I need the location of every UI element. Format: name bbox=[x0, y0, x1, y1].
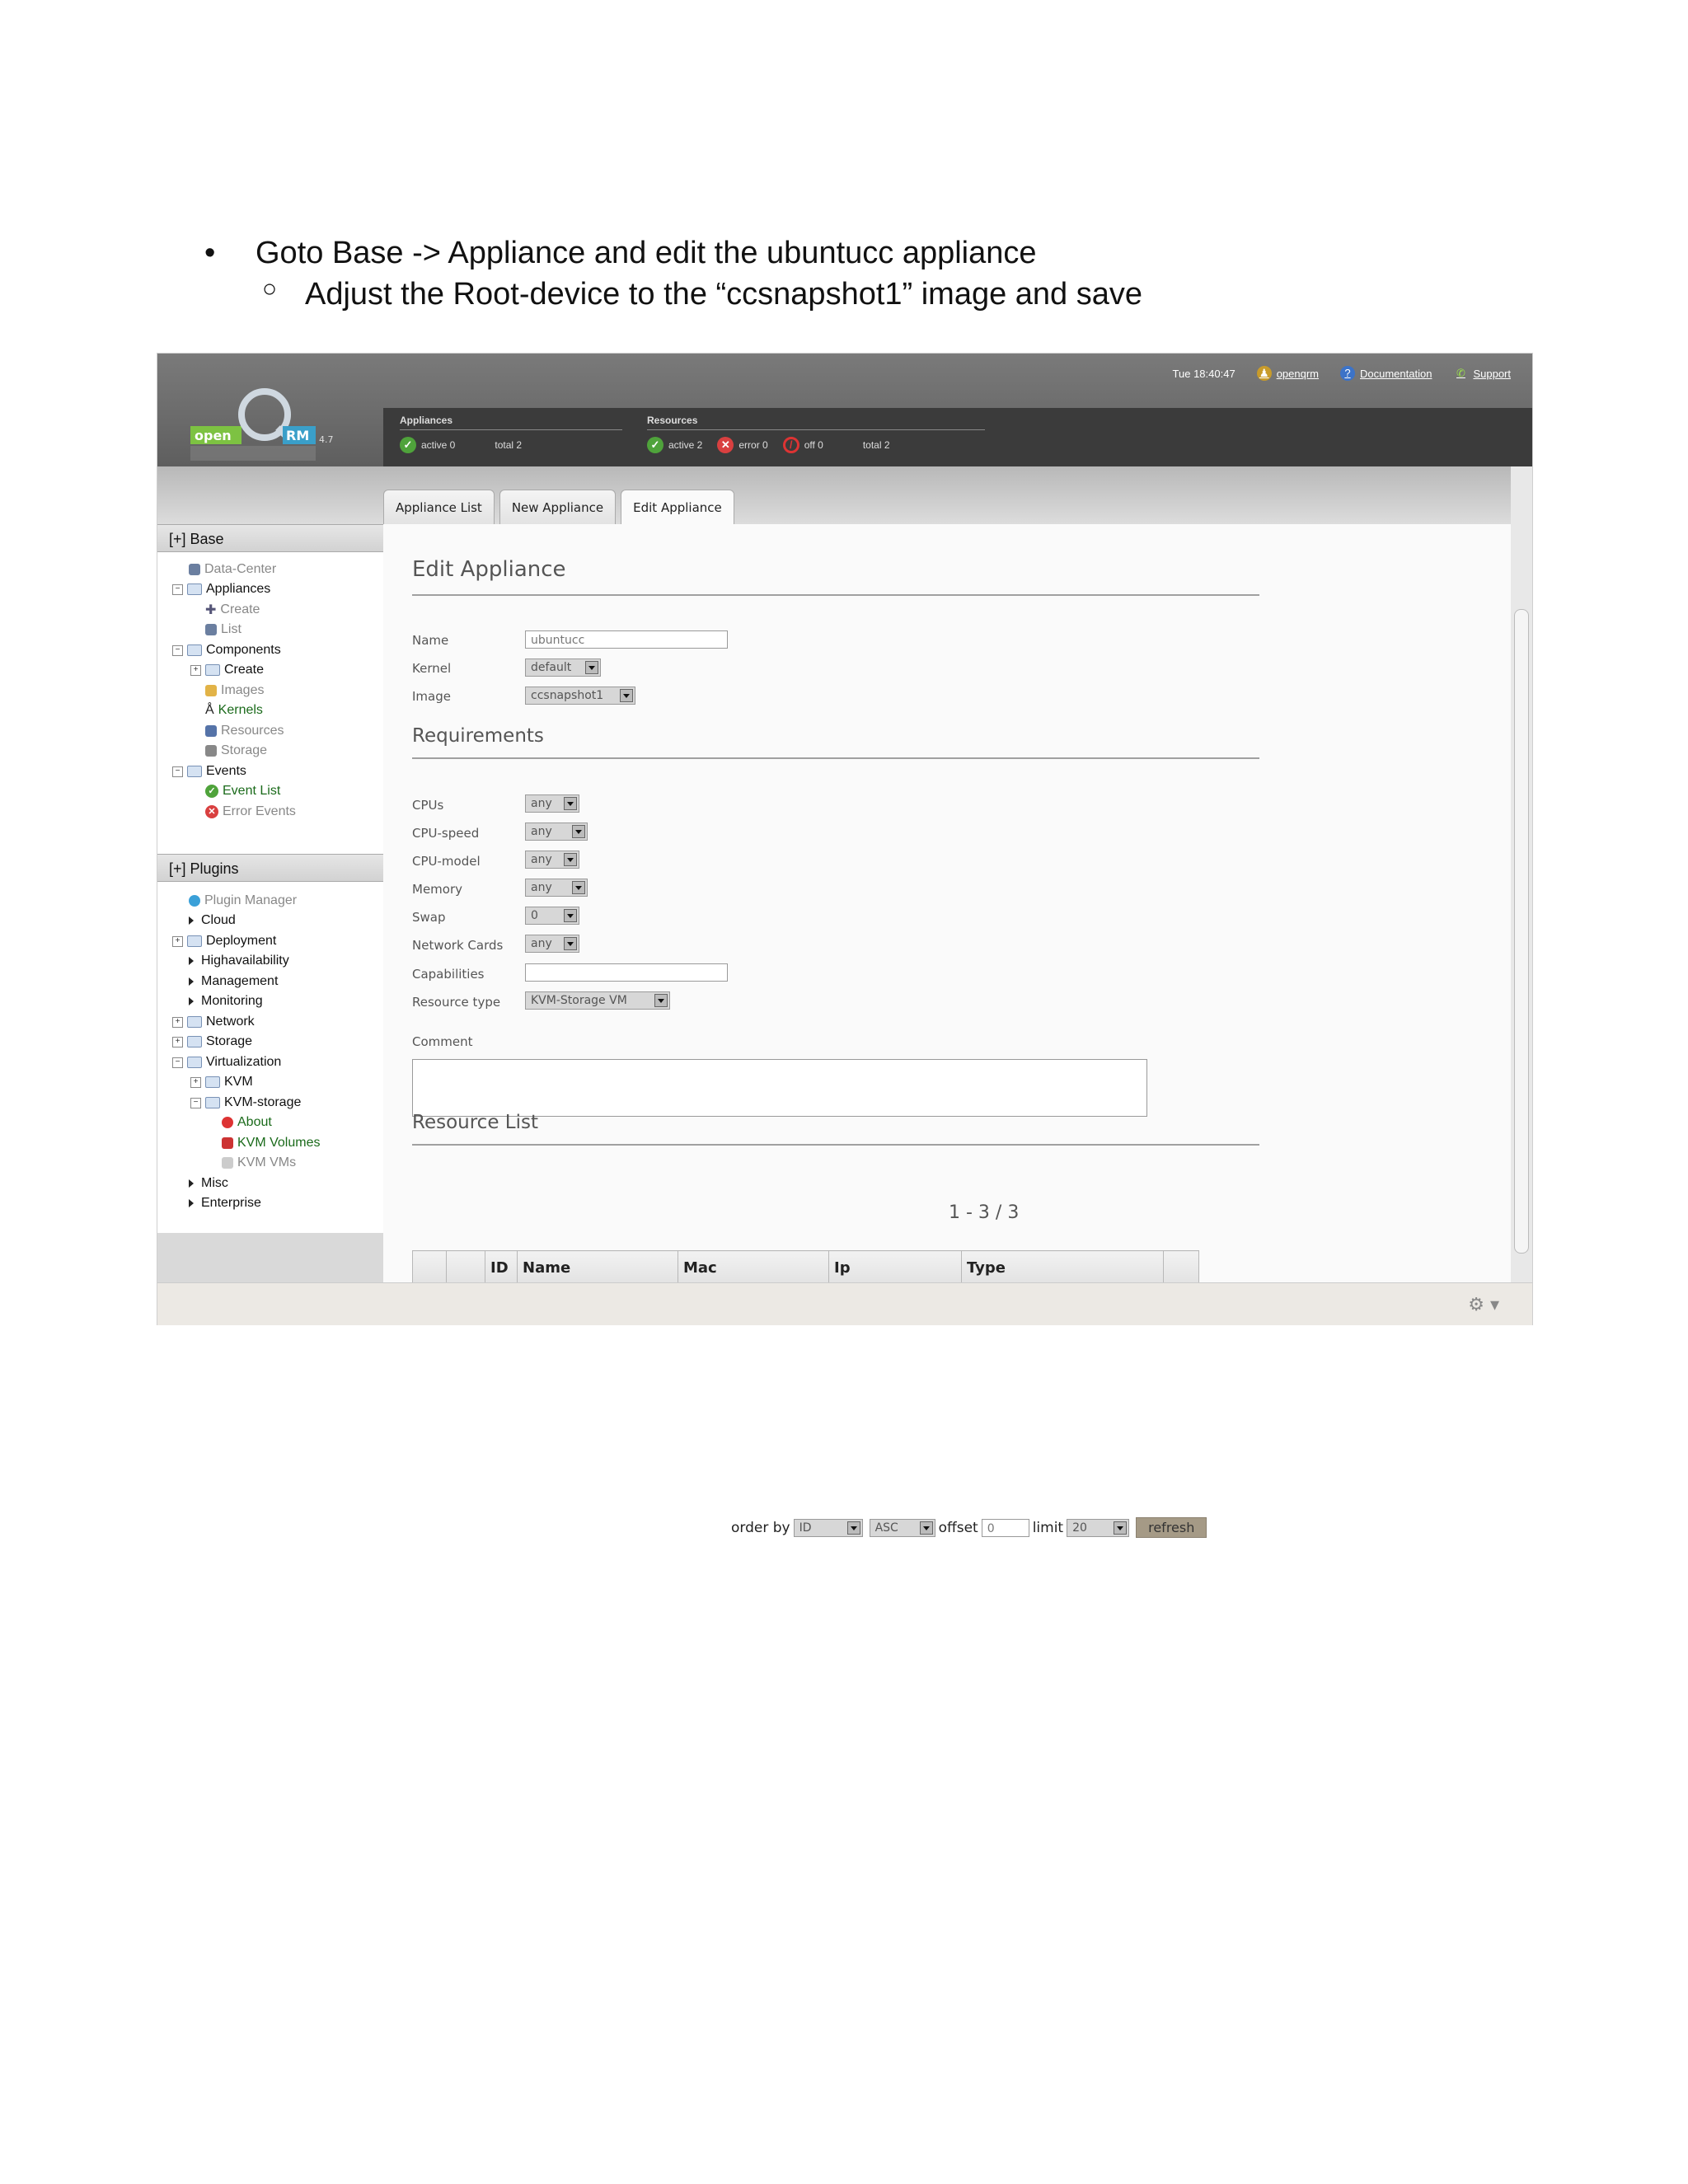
expand-arrow-icon[interactable] bbox=[189, 957, 194, 965]
tree-item-create[interactable] bbox=[205, 601, 260, 619]
user-link-label: openqrm bbox=[1276, 367, 1319, 380]
expand-arrow-icon[interactable] bbox=[189, 1199, 194, 1207]
tree-item-misc[interactable] bbox=[189, 1174, 228, 1193]
active-check-icon: ✓ bbox=[400, 437, 416, 453]
expand-icon[interactable]: + bbox=[190, 1077, 201, 1088]
base-section-header[interactable]: [+] Base bbox=[157, 524, 383, 552]
circle-bullet-glyph: ○ bbox=[262, 275, 278, 302]
limit-select[interactable] bbox=[1067, 1519, 1129, 1537]
tree-item-label: KVM-storage bbox=[224, 1095, 302, 1109]
limit-value: 20 bbox=[1072, 1521, 1087, 1535]
type-column[interactable]: Type bbox=[962, 1251, 1164, 1285]
tree-item-label: Event List bbox=[223, 784, 281, 798]
network-cards-label: Network Cards bbox=[412, 938, 504, 953]
tree-item-label: Enterprise bbox=[201, 1196, 261, 1210]
resources-error: error 0 bbox=[738, 439, 768, 451]
capabilities-label: Capabilities bbox=[412, 967, 485, 982]
tree-item-label: KVM VMs bbox=[237, 1155, 297, 1169]
tree-item-label: KVM Volumes bbox=[237, 1136, 321, 1150]
gear-icon[interactable]: ⚙ ▾ bbox=[1468, 1295, 1499, 1315]
resource-type-select-value: KVM-Storage VM bbox=[531, 994, 627, 1007]
folder-open-icon bbox=[187, 644, 202, 656]
comment-textarea[interactable] bbox=[412, 1059, 1147, 1117]
tree-item-label: Storage bbox=[221, 743, 268, 757]
tree-item-label: Data-Center bbox=[204, 562, 277, 576]
expand-arrow-icon[interactable] bbox=[189, 977, 194, 986]
about-icon bbox=[222, 1117, 233, 1128]
tree-item-plugin-manager[interactable] bbox=[189, 892, 297, 910]
image-label: Image bbox=[412, 689, 451, 704]
help-icon: ? bbox=[1340, 366, 1355, 381]
collapse-icon[interactable]: − bbox=[190, 1098, 201, 1108]
swap-select-value: 0 bbox=[531, 909, 538, 922]
cpu-model-select[interactable] bbox=[525, 851, 579, 869]
list-icon bbox=[205, 624, 217, 635]
tree-item-list[interactable] bbox=[205, 621, 241, 639]
id-column[interactable]: ID bbox=[485, 1251, 518, 1285]
sort-order-select[interactable] bbox=[870, 1519, 935, 1537]
name-input[interactable]: ubuntucc bbox=[525, 630, 728, 649]
action-column bbox=[1164, 1251, 1199, 1285]
folder-open-icon bbox=[187, 1057, 202, 1068]
tree-item-label: Misc bbox=[201, 1176, 228, 1190]
select-all-column[interactable] bbox=[413, 1251, 447, 1285]
requirements-title: Requirements bbox=[412, 725, 544, 747]
check-icon: ✓ bbox=[205, 785, 218, 798]
plugin-manager-icon bbox=[189, 895, 200, 907]
table-header-row bbox=[413, 1251, 1199, 1285]
logo-open-text: open bbox=[195, 428, 232, 443]
instruction-bullet-text: Goto Base -> Appliance and edit the ubuntucc appliance bbox=[256, 236, 1037, 270]
order-by-select[interactable] bbox=[794, 1519, 863, 1537]
off-icon: / bbox=[783, 437, 799, 453]
browser-status-bar bbox=[157, 1282, 1532, 1325]
limit-label: limit bbox=[1032, 1519, 1064, 1536]
tree-item-kernels[interactable] bbox=[205, 701, 263, 719]
datacenter-icon bbox=[189, 564, 200, 575]
order-by-value: ID bbox=[799, 1521, 812, 1535]
resources-status bbox=[647, 415, 985, 453]
resource-type-label: Resource type bbox=[412, 995, 501, 1010]
plus-icon: ✚ bbox=[205, 603, 217, 617]
instruction-sub-bullet bbox=[262, 275, 1143, 312]
collapse-icon[interactable]: − bbox=[172, 1057, 183, 1068]
collapse-icon[interactable]: − bbox=[172, 766, 183, 777]
documentation-link-label: Documentation bbox=[1360, 367, 1432, 380]
tree-item-management[interactable] bbox=[189, 972, 278, 991]
name-label: Name bbox=[412, 633, 449, 648]
tree-item-monitoring[interactable] bbox=[189, 992, 263, 1010]
dropdown-arrow-icon[interactable] bbox=[572, 825, 585, 838]
tree-item-images[interactable] bbox=[205, 682, 264, 700]
memory-select-value: any bbox=[531, 881, 552, 894]
tab-appliance-list[interactable]: Appliance List bbox=[383, 490, 495, 525]
tab-bar-background bbox=[157, 466, 1532, 524]
dropdown-arrow-icon[interactable] bbox=[920, 1521, 933, 1535]
dropdown-arrow-icon[interactable] bbox=[620, 689, 633, 702]
dropdown-arrow-icon[interactable] bbox=[564, 909, 577, 922]
monitor-icon bbox=[205, 725, 217, 737]
documentation-link[interactable] bbox=[1340, 366, 1432, 381]
tree-item-label: Create bbox=[220, 602, 260, 616]
expand-icon[interactable]: + bbox=[172, 1017, 183, 1028]
appliances-active: active 0 bbox=[421, 439, 456, 451]
sidebar bbox=[157, 524, 385, 1282]
appliances-status-title: Appliances bbox=[400, 415, 622, 430]
expand-icon[interactable]: + bbox=[172, 1037, 183, 1047]
tree-item-datacenter[interactable] bbox=[189, 560, 276, 579]
expand-icon[interactable]: + bbox=[190, 665, 201, 676]
bullet-glyph: • bbox=[204, 236, 216, 270]
cpu-speed-select-value: any bbox=[531, 825, 552, 838]
images-icon bbox=[205, 685, 217, 696]
resource-list-divider bbox=[412, 1144, 1259, 1146]
comment-label: Comment bbox=[412, 1034, 473, 1049]
resource-type-select[interactable] bbox=[525, 991, 670, 1010]
folder-icon bbox=[205, 664, 220, 676]
support-link-label: Support bbox=[1473, 367, 1511, 380]
tree-item-storage[interactable] bbox=[205, 742, 267, 760]
memory-select[interactable] bbox=[525, 879, 588, 897]
dropdown-arrow-icon[interactable] bbox=[654, 994, 668, 1007]
resources-status-title: Resources bbox=[647, 415, 985, 430]
storage-icon bbox=[205, 745, 217, 757]
expand-arrow-icon[interactable] bbox=[189, 997, 194, 1005]
tree-item-cloud[interactable] bbox=[189, 912, 236, 930]
sort-order-value: ASC bbox=[874, 1521, 898, 1535]
tree-item-resources[interactable] bbox=[205, 722, 284, 740]
tree-item-label: Monitoring bbox=[201, 994, 263, 1008]
tree-item-label: Storage bbox=[206, 1034, 253, 1048]
dropdown-arrow-icon[interactable] bbox=[572, 881, 585, 894]
resources-off: off 0 bbox=[804, 439, 823, 451]
collapse-icon[interactable]: − bbox=[172, 584, 183, 595]
tree-item-label: Components bbox=[206, 643, 281, 657]
resources-active: active 2 bbox=[668, 439, 703, 451]
dropdown-arrow-icon[interactable] bbox=[564, 853, 577, 866]
mac-column[interactable]: Mac bbox=[678, 1251, 829, 1285]
title-divider bbox=[412, 594, 1259, 596]
tree-item-storage-plugin[interactable] bbox=[172, 1033, 252, 1051]
cpu-model-label: CPU-model bbox=[412, 854, 481, 869]
cpus-select[interactable] bbox=[525, 794, 579, 813]
expand-icon[interactable]: + bbox=[172, 936, 183, 947]
tree-item-events[interactable] bbox=[172, 762, 246, 780]
tree-item-enterprise[interactable] bbox=[189, 1194, 261, 1212]
network-cards-select-value: any bbox=[531, 937, 552, 950]
tree-item-label: Plugin Manager bbox=[204, 893, 298, 907]
cpu-speed-label: CPU-speed bbox=[412, 826, 480, 841]
cpus-label: CPUs bbox=[412, 798, 444, 813]
tree-item-label: Appliances bbox=[206, 582, 271, 596]
offset-input[interactable]: 0 bbox=[982, 1519, 1029, 1537]
tree-item-virtualization[interactable] bbox=[172, 1053, 281, 1071]
tree-item-label: KVM bbox=[224, 1075, 253, 1089]
order-by-label: order by bbox=[731, 1519, 790, 1536]
tree-item-label: Management bbox=[201, 974, 279, 988]
linux-penguin-icon: Å bbox=[205, 703, 214, 717]
folder-icon bbox=[187, 1036, 202, 1047]
requirements-divider bbox=[412, 757, 1259, 759]
volumes-icon bbox=[222, 1137, 233, 1149]
folder-icon bbox=[187, 1016, 202, 1028]
tab-new-appliance[interactable]: New Appliance bbox=[499, 490, 616, 525]
instruction-sub-bullet-text: Adjust the Root-device to the “ccsnapshot1” image and save bbox=[305, 277, 1143, 312]
tree-item-kvm-volumes[interactable] bbox=[222, 1134, 320, 1152]
image-select-value: ccsnapshot1 bbox=[531, 689, 604, 702]
openqrm-logo bbox=[190, 388, 339, 464]
expand-arrow-icon[interactable] bbox=[189, 916, 194, 925]
dropdown-arrow-icon[interactable] bbox=[1114, 1521, 1127, 1535]
support-link[interactable] bbox=[1453, 366, 1511, 381]
sidebar-footer bbox=[157, 1233, 383, 1282]
cpus-select-value: any bbox=[531, 797, 552, 810]
tree-item-kvm-vms[interactable] bbox=[222, 1154, 296, 1172]
tree-item-error-events[interactable] bbox=[205, 803, 296, 821]
expand-arrow-icon[interactable] bbox=[189, 1179, 194, 1188]
swap-select[interactable] bbox=[525, 907, 579, 925]
kernel-select[interactable] bbox=[525, 658, 601, 677]
plugins-section-header[interactable]: [+] Plugins bbox=[157, 854, 383, 882]
appliances-total: total 2 bbox=[495, 439, 523, 451]
collapse-icon[interactable]: − bbox=[172, 645, 183, 656]
resource-list-controls bbox=[731, 1517, 1207, 1538]
tab-edit-appliance[interactable]: Edit Appliance bbox=[621, 490, 734, 525]
tree-item-label: Highavailability bbox=[201, 954, 289, 968]
folder-open-icon bbox=[187, 766, 202, 777]
top-links bbox=[1173, 362, 1511, 385]
kernel-label: Kernel bbox=[412, 661, 452, 676]
dropdown-arrow-icon[interactable] bbox=[847, 1521, 860, 1535]
tab-list bbox=[383, 490, 734, 525]
folder-icon bbox=[205, 1076, 220, 1088]
tree-item-label: Error Events bbox=[223, 804, 296, 818]
dropdown-arrow-icon[interactable] bbox=[564, 797, 577, 810]
user-icon: ♟ bbox=[1257, 366, 1272, 381]
tree-item-kvm[interactable] bbox=[190, 1073, 253, 1091]
memory-label: Memory bbox=[412, 882, 463, 897]
user-link[interactable] bbox=[1257, 366, 1319, 381]
vm-icon bbox=[222, 1157, 233, 1169]
page-title: Edit Appliance bbox=[412, 557, 566, 582]
active-check-icon: ✓ bbox=[647, 437, 663, 453]
cpu-speed-select[interactable] bbox=[525, 823, 588, 841]
tree-item-event-list[interactable] bbox=[205, 782, 280, 800]
tree-item-label: Images bbox=[221, 683, 265, 697]
tree-item-network[interactable] bbox=[172, 1013, 255, 1031]
tree-item-label: Network bbox=[206, 1015, 255, 1029]
tree-item-label: Virtualization bbox=[206, 1055, 282, 1069]
image-select[interactable] bbox=[525, 687, 635, 705]
pager-text: 1 - 3 / 3 bbox=[949, 1202, 1020, 1223]
tree-item-label: Cloud bbox=[201, 913, 236, 927]
tree-item-components-create[interactable] bbox=[190, 661, 264, 679]
folder-open-icon bbox=[205, 1097, 220, 1108]
vertical-scrollbar[interactable] bbox=[1511, 466, 1532, 1282]
openqrm-screenshot bbox=[157, 353, 1533, 1536]
logo-version: 4.7 bbox=[319, 434, 334, 445]
ip-column[interactable]: Ip bbox=[829, 1251, 962, 1285]
error-icon: ✕ bbox=[205, 805, 218, 818]
tree-item-appliances[interactable] bbox=[172, 580, 270, 598]
tree-item-label: Create bbox=[224, 663, 265, 677]
resource-list-title: Resource List bbox=[412, 1112, 538, 1133]
swap-label: Swap bbox=[412, 910, 446, 925]
phone-icon: ✆ bbox=[1456, 367, 1465, 379]
main-content bbox=[383, 524, 1511, 1282]
tree-item-label: Resources bbox=[221, 724, 284, 738]
status-bar bbox=[383, 408, 1532, 466]
network-cards-select[interactable] bbox=[525, 935, 579, 953]
kernel-select-value: default bbox=[531, 661, 572, 674]
tree-item-label: Kernels bbox=[218, 703, 263, 717]
instruction-bullet bbox=[204, 236, 1037, 271]
error-x-icon: ✕ bbox=[717, 437, 734, 453]
offset-label: offset bbox=[938, 1519, 978, 1536]
top-header bbox=[157, 354, 1532, 466]
resource-table bbox=[412, 1250, 1199, 1285]
tree-item-deployment[interactable] bbox=[172, 932, 276, 950]
tree-item-components[interactable] bbox=[172, 641, 281, 659]
folder-icon bbox=[187, 935, 202, 947]
folder-open-icon bbox=[187, 583, 202, 595]
name-column[interactable]: Name bbox=[518, 1251, 678, 1285]
capabilities-input[interactable] bbox=[525, 963, 728, 982]
state-column bbox=[447, 1251, 485, 1285]
tree-item-kvm-storage[interactable] bbox=[190, 1094, 301, 1112]
scrollbar-thumb[interactable] bbox=[1514, 609, 1529, 1254]
dropdown-arrow-icon[interactable] bbox=[585, 661, 598, 674]
dropdown-arrow-icon[interactable] bbox=[564, 937, 577, 950]
tree-item-label: List bbox=[221, 622, 241, 636]
cpu-model-select-value: any bbox=[531, 853, 552, 866]
tree-item-highavailability[interactable] bbox=[189, 952, 289, 970]
logo-rm-text: RM bbox=[286, 428, 310, 443]
appliances-status bbox=[400, 415, 622, 453]
tree-item-label: Deployment bbox=[206, 934, 277, 948]
tree-item-about[interactable] bbox=[222, 1113, 272, 1132]
tree-item-label: About bbox=[237, 1115, 272, 1129]
resources-total: total 2 bbox=[862, 439, 890, 451]
clock-text: Tue 18:40:47 bbox=[1172, 367, 1236, 380]
refresh-button[interactable]: refresh bbox=[1136, 1517, 1207, 1538]
tree-item-label: Events bbox=[206, 764, 246, 778]
